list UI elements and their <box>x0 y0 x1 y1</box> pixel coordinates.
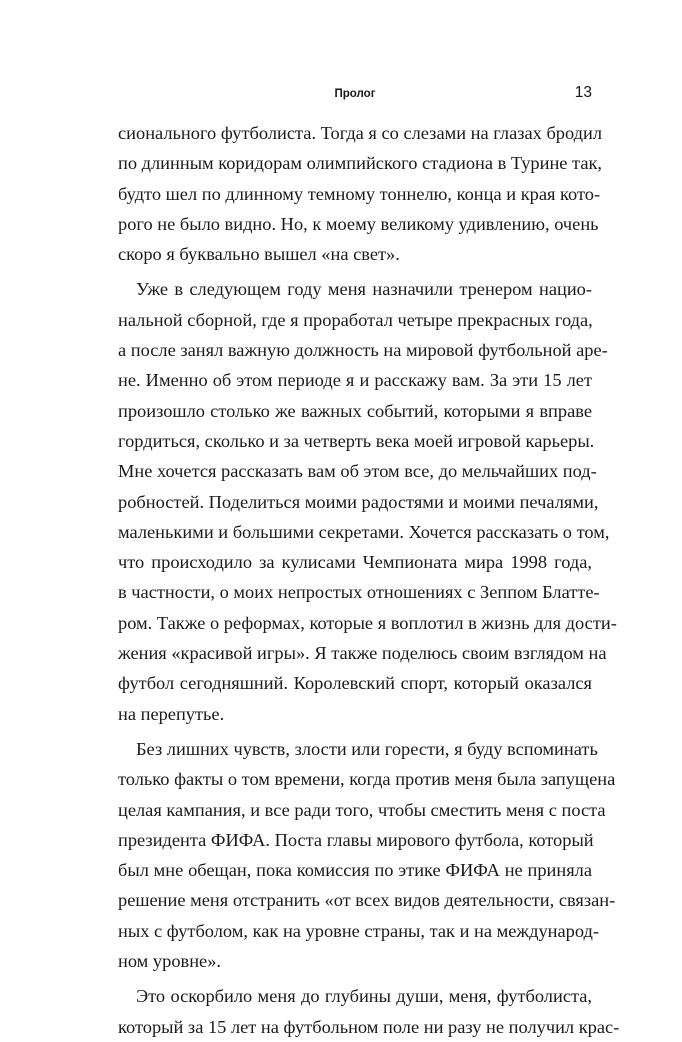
text-line: по длинным коридорам олимпийского стадиона в Турине так, <box>118 153 603 174</box>
text-line: нальной сборной, где я проработал четыре прекрасных года, <box>118 309 593 330</box>
text-line: маленькими и большими секретами. Хочется рассказать о том, <box>118 521 610 542</box>
text-line: Это оскорбило меня до глубины души, меня, футболиста, <box>136 986 592 1007</box>
paragraph-4 <box>118 981 620 1042</box>
text-line: Мне хочется рассказать вам об этом все, до мельчайших под- <box>118 461 597 482</box>
text-line: футбол сегодняшний. Королевский спорт, который оказался <box>118 673 592 694</box>
text-line: не. Именно об этом периоде я и расскажу вам. За эти 15 лет <box>118 370 592 391</box>
text-line: а после занял важную должность на мировой футбольной аре- <box>118 340 608 361</box>
page-number: 13 <box>574 84 592 101</box>
body-text <box>118 118 620 1042</box>
paragraph-1 <box>118 118 603 269</box>
text-line: произошло столько же важных событий, которыми я вправе <box>118 400 592 421</box>
text-line: жения «красивой игры». Я также поделюсь своим взглядом на <box>118 643 607 664</box>
text-line: в частности, о моих непростых отношениях с Зеппом Блатте- <box>118 582 600 603</box>
text-line: скоро я буквально вышел «на свет». <box>118 244 400 265</box>
text-line: Уже в следующем году меня назначили тренером нацио- <box>136 279 592 300</box>
text-line: сионального футболиста. Тогда я со слезами на глазах бродил <box>118 123 603 143</box>
text-line: президента ФИФА. Поста главы мирового футбола, который <box>118 829 594 850</box>
running-head <box>118 84 592 108</box>
paragraph-3 <box>118 734 616 976</box>
text-line: который за 15 лет на футбольном поле ни разу не получил крас- <box>118 1016 620 1037</box>
paragraph-2 <box>118 274 617 728</box>
text-line: гордиться, сколько и за четверть века моей игровой карьеры. <box>118 430 595 451</box>
text-line: был мне обещан, пока комиссия по этике ФИФА не приняла <box>118 860 592 881</box>
text-line: только факты о том времени, когда против меня была запущена <box>118 769 616 790</box>
text-line: будто шел по длинному темному тоннелю, конца и края кото- <box>118 183 601 204</box>
text-line: ном уровне». <box>118 951 221 972</box>
text-line: решение меня отстранить «от всех видов деятельности, связан- <box>118 890 616 911</box>
text-line: ром. Также о реформах, которые я воплотил в жизнь для дости- <box>118 612 617 633</box>
text-line: что происходило за кулисами Чемпионата мира 1998 года, <box>118 552 592 573</box>
text-line: Без лишних чувств, злости или горести, я буду вспоминать <box>136 738 598 759</box>
text-line: на перепутье. <box>118 703 225 724</box>
text-line: робностей. Поделиться моими радостями и моими печалями, <box>118 491 599 512</box>
text-line: рого не было видно. Но, к моему великому удивлению, очень <box>118 213 599 234</box>
text-line: ных с футболом, как на уровне страны, так и на международ- <box>118 920 600 941</box>
text-line: целая кампания, и все ради того, чтобы сместить меня с поста <box>118 799 606 820</box>
section-title: Пролог <box>334 88 376 100</box>
